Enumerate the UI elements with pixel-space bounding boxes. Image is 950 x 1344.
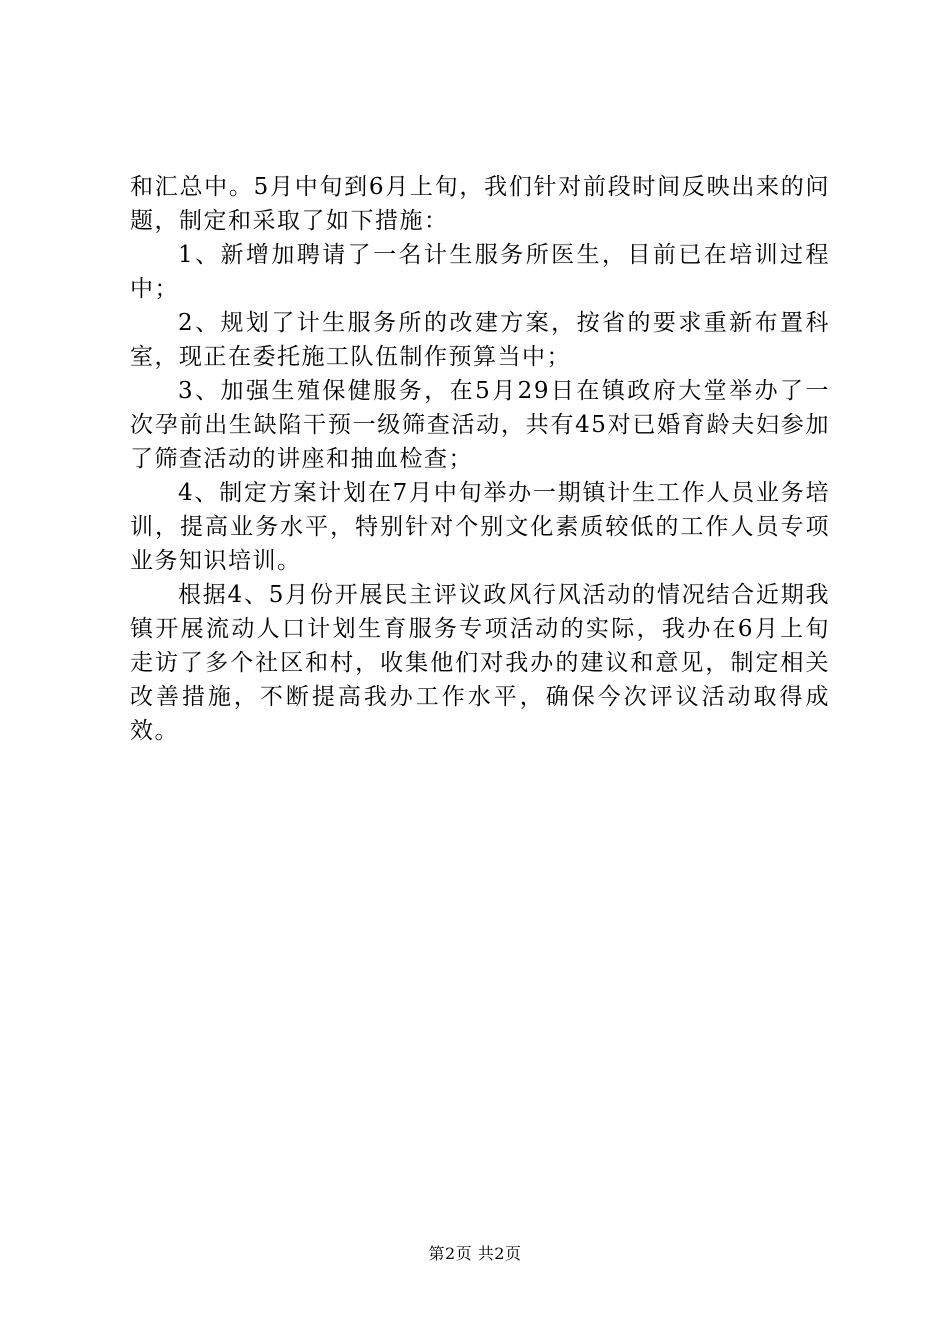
- paragraph-continuation: 和汇总中。5月中旬到6月上旬，我们针对前段时间反映出来的问题，制定和采取了如下措施：: [130, 174, 830, 234]
- body-text: [130, 170, 830, 748]
- paragraph-measure-3: 3、加强生殖保健服务，在5月29日在镇政府大堂举办了一次孕前出生缺陷干预一级筛查活动，共有45对已婚育龄夫妇参加了筛查活动的讲座和抽血检查；: [130, 378, 830, 472]
- paragraph-conclusion: 根据4、5月份开展民主评议政风行风活动的情况结合近期我镇开展流动人口计划生育服务专项活动的实际，我办在6月上旬走访了多个社区和村，收集他们对我办的建议和意见，制定相关改善措施，不断提高我办工作水平，确保今次评议活动取得成效。: [130, 582, 830, 744]
- paragraph-measure-4: 4、制定方案计划在7月中旬举办一期镇计生工作人员业务培训，提高业务水平，特别针对个别文化素质较低的工作人员专项业务知识培训。: [130, 480, 830, 574]
- paragraph-measure-1: 1、新增加聘请了一名计生服务所医生，目前已在培训过程中；: [130, 242, 830, 302]
- paragraph-measure-2: 2、规划了计生服务所的改建方案，按省的要求重新布置科室，现正在委托施工队伍制作预算当中；: [130, 310, 830, 370]
- page-footer: 第2页 共2页: [428, 1244, 522, 1263]
